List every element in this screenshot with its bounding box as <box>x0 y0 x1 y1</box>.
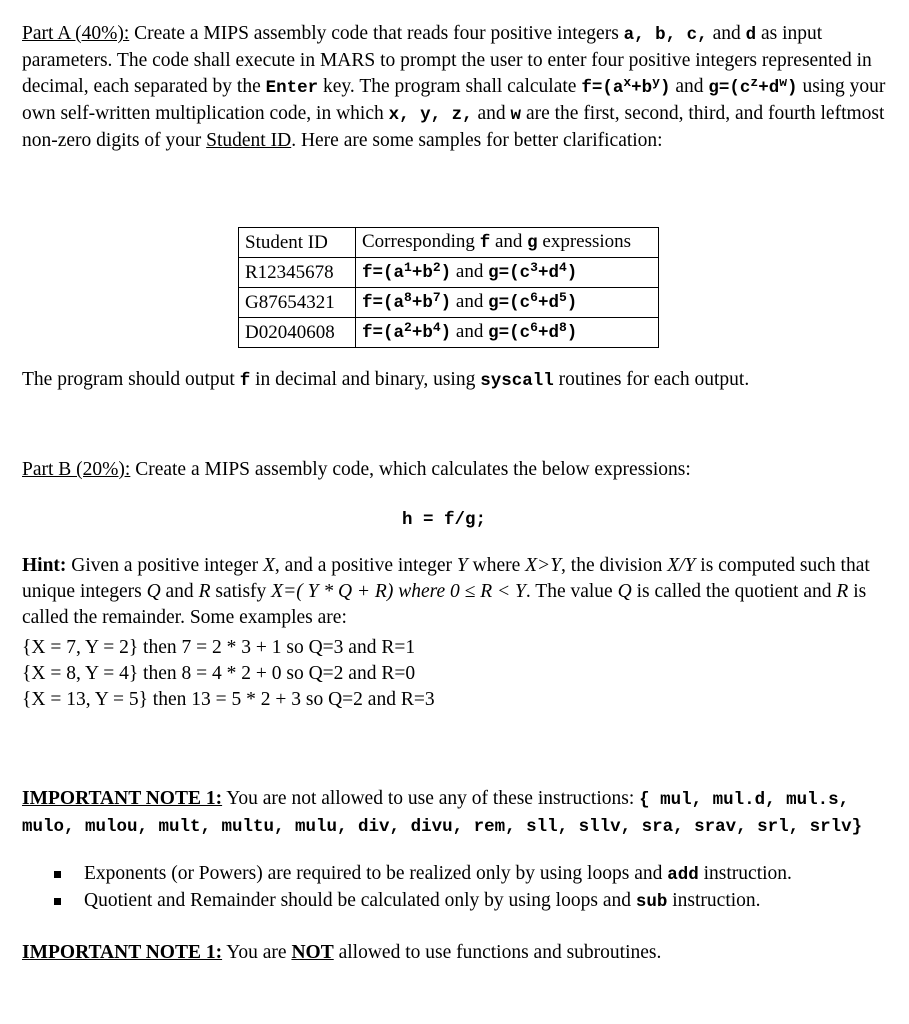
student-id-cell: R12345678 <box>239 258 356 288</box>
enter-key: Enter <box>265 78 319 98</box>
requirements-list <box>52 861 892 915</box>
list-item: Quotient and Remainder should be calculated only by using loops and sub instruction. <box>52 888 892 915</box>
var-w: w <box>510 105 522 125</box>
list-item: {X = 13, Y = 5} then 13 = 5 * 2 + 3 so Q=2 and R=3 <box>22 689 435 710</box>
part-a-paragraph: Part A (40%): Create a MIPS assembly code that reads four positive integers a, b, c, and d as input parameters. The code shall execute in MARS to prompt the user to enter four positive integers represented in decimal, each separated by the Enter key. The program shall calculate $f=(a^x+b^y)$ and $g=(c^z+d^w)$ using your own self-written multiplication code, in which x, y, z, and w are the first, second, third, and fourth leftmost non-zero digits of your Student ID. Here are some samples for better clarification: <box>22 23 886 151</box>
hint-label: Hint: <box>22 555 67 576</box>
var-xyz: x, y, z, <box>388 105 473 125</box>
part-b-paragraph: Part B (20%): Create a MIPS assembly code, which calculates the below expressions: <box>22 459 691 480</box>
table-row <box>239 318 659 348</box>
var-abc: a, b, c, <box>623 25 708 45</box>
student-id-cell: D02040608 <box>239 318 356 348</box>
not-emphasis: NOT <box>291 942 334 963</box>
important-note-2: IMPORTANT NOTE 1: You are NOT allowed to use functions and subroutines. <box>22 942 662 963</box>
part-a-heading: Part A (40%): <box>22 23 130 44</box>
expression-cell: $f=(a^8+b^7)$ and $g=(c^6+d^5)$ <box>356 288 659 318</box>
list-item: {X = 7, Y = 2} then 7 = 2 * 3 + 1 so Q=3 and R=1 <box>22 637 416 658</box>
f-expression: $f=(a^x+b^y)$ <box>581 75 671 98</box>
forbidden-instructions: { mul, mul.d, mul.s, mulo, mulou, mult, multu, mulu, div, divu, rem, sll, sllv, sra, srav, srl, srlv} <box>22 790 863 837</box>
table-header-row <box>239 228 659 258</box>
student-id-cell: G87654321 <box>239 288 356 318</box>
part-b-heading: Part B (20%): <box>22 459 131 480</box>
output-requirement: The program should output f in decimal and binary, using syscall routines for each output. <box>22 369 750 391</box>
student-id-table <box>238 227 659 348</box>
hint-paragraph: Hint: Given a positive integer X, and a positive integer Y where X>Y, the division X/Y is computed such that unique integers Q and R satisfy X=( Y * Q + R) where 0 ≤ R < Y. The value Q is called the quotient and R is called the remainder. Some examples are: <box>22 555 870 628</box>
header-expressions: Corresponding f and g expressions <box>356 228 659 258</box>
list-item: Exponents (or Powers) are required to be realized only by using loops and add instruction. <box>52 861 892 888</box>
note-2-label: IMPORTANT NOTE 1: <box>22 942 223 963</box>
table-row <box>239 288 659 318</box>
var-d: d <box>745 25 757 45</box>
h-expression: h = f/g; <box>402 510 487 530</box>
list-item: {X = 8, Y = 4} then 8 = 4 * 2 + 0 so Q=2 and R=0 <box>22 663 416 684</box>
bullet-square-icon <box>54 871 61 878</box>
division-equation: X=( Y * Q + R) where 0 ≤ R < Y <box>271 581 526 602</box>
syscall-term: syscall <box>480 371 554 391</box>
important-note-1: IMPORTANT NOTE 1: You are not allowed to use any of these instructions: { mul, mul.d, mul.s, mulo, mulou, mult, multu, mulu, div, divu, rem, sll, sllv, sra, srav, srl, srlv} <box>22 788 863 837</box>
student-id-term: Student ID <box>206 130 292 151</box>
table-row <box>239 258 659 288</box>
examples-list <box>22 635 892 713</box>
bullet-square-icon <box>54 898 61 905</box>
expression-cell: $f=(a^2+b^4)$ and $g=(c^6+d^8)$ <box>356 318 659 348</box>
g-expression: $g=(c^z+d^w)$ <box>708 75 798 98</box>
header-student-id: Student ID <box>239 228 356 258</box>
expression-cell: $f=(a^1+b^2)$ and $g=(c^3+d^4)$ <box>356 258 659 288</box>
note-1-label: IMPORTANT NOTE 1: <box>22 788 223 809</box>
